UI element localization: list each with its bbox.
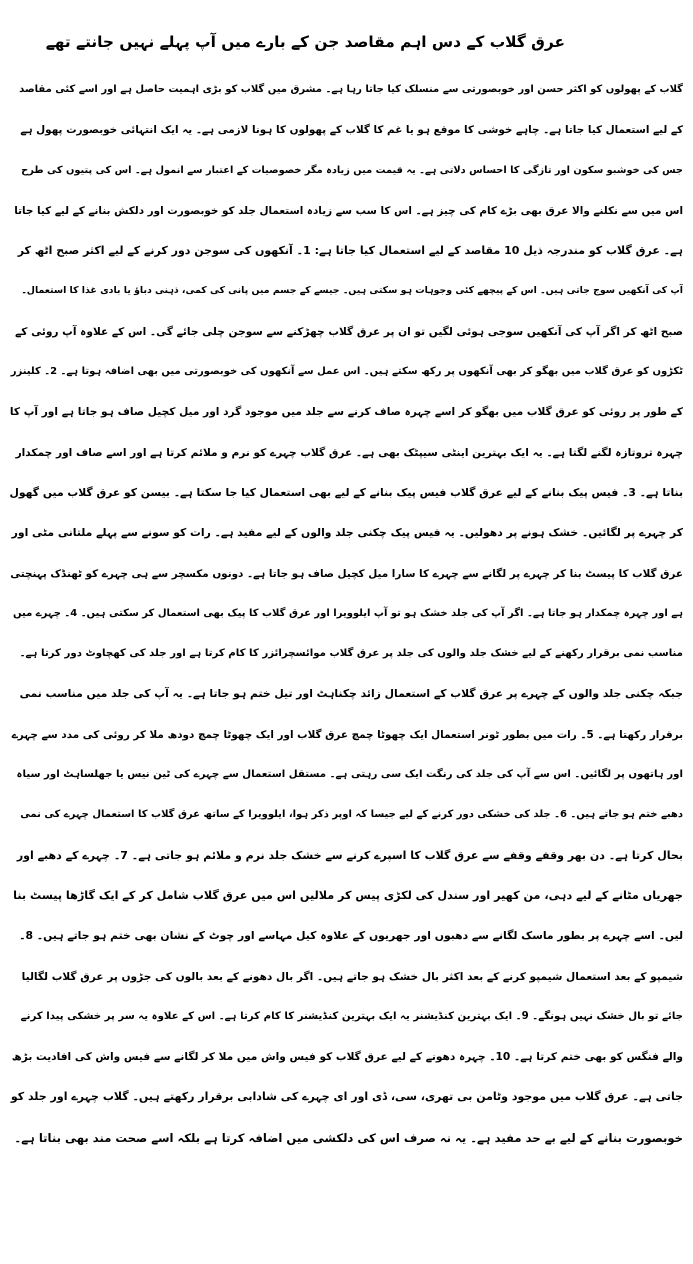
article-line: اور ہاتھوں پر لگائیں۔ اس سے آپ کی جلد کی رنگت ایک سی رہتی ہے۔ مستقل استعمال سے چہرے کی ٹین نیس یا جھلساہٹ اور سیاہ: [16, 769, 683, 781]
article-line: مناسب نمی برقرار رکھنے کے لیے خشک جلد والوں کی جلد پر عرق گلاب موائسچرائزر کا کام کرتا ہے اور جلد کی کھچاوٹ دور کرتا ہے۔: [19, 648, 683, 660]
article-title: عرق گلاب کے دس اہم مقاصد جن کے بارے میں آپ پہلے نہیں جانتے تھے: [45, 33, 565, 51]
article-line: جائے تو بال خشک نہیں ہونگے۔ 9۔ ایک بہترین کنڈیشنر یہ ایک بہترین کنڈیشنر کا کام کرتا ہے۔ اس کے علاوہ یہ سر پر خشکی پیدا کرنے: [20, 1010, 683, 1022]
article-line: برقرار رکھتا ہے۔ 5۔ رات میں بطور ٹونر استعمال ایک چھوٹا چمچ عرق گلاب اور ایک چھوٹا چمچ دودھ ملا کر روئی کی مدد سے چہرے: [11, 728, 683, 741]
article-line: چہرہ تروتازہ لگنے لگتا ہے۔ یہ ایک بہترین اینٹی سیپٹک بھی ہے۔ عرق گلاب چہرے کو نرم و ملائم کرتا ہے اور اسے صاف اور چمکدار: [15, 446, 683, 459]
article-line: آپ کی آنکھیں سوج جاتی ہیں۔ اس کے پیچھے کئی وجوہات ہو سکتی ہیں۔ جیسے کے جسم میں پانی کی کمی، ذہنی دباؤ یا بادی غذا کا استعمال۔: [21, 285, 683, 297]
article-line: کر چہرے پر لگائیں۔ خشک ہونے پر دھولیں۔ یہ فیس پیک چکنی جلد والوں کے لیے مفید ہے۔ رات کو سونے سے پہلے ملتانی مٹی اور: [11, 526, 683, 540]
article-line: جھریاں مٹانے کے لیے دہی، من کھیر اور سندل کی لکڑی پیس کر ملالیں اس میں عرق گلاب شامل کر کے ایک گاڑھا پیسٹ بنا: [13, 888, 683, 902]
article-body: [10, 70, 683, 1158]
article-line: کے طور پر روئی کو عرق گلاب میں بھگو کر اسے چہرہ صاف کرنے سے جلد میں موجود گرد اور میل کچیل صاف ہو جاتا ہے اور آپ کا: [10, 406, 683, 419]
article-line: بناتا ہے۔ 3۔ فیس پیک بنانے کے لیے عرق گلاب فیس پیک بنانے کے لیے بھی استعمال کیا جا سکتا ہے۔ بیسن کو عرق گلاب میں گھول: [10, 485, 683, 499]
article-line: شیمپو کے بعد استعمال شیمپو کرنے کے بعد اکثر بال خشک ہو جاتے ہیں۔ اگر بال دھونے کے بعد بالوں کی جڑوں پر عرق گلاب لگالیا: [21, 970, 683, 983]
article-line: گلاب کے پھولوں کو اکثر حسن اور خوبصورتی سے منسلک کیا جاتا رہا ہے۔ مشرق میں گلاب کو بڑی اہمیت حاصل ہے اور اسے کئی مقاصد: [19, 84, 683, 95]
article-line: اس میں سے نکلنے والا عرق بھی بڑے کام کی چیز ہے۔ اس کا سب سے زیادہ استعمال جلد کو خوبصورت اور دلکش بنانے کے لیے کیا جاتا: [14, 204, 683, 217]
article-line: خوبصورت بنانے کے لیے بے حد مفید ہے۔ یہ نہ صرف اس کی دلکشی میں اضافہ کرتا ہے بلکہ اسے صحت مند بھی بناتا ہے۔: [14, 1130, 683, 1145]
article-line: والے فنگس کو بھی ختم کرتا ہے۔ 10۔ چہرہ دھونے کے لیے عرق گلاب کو فیس واش میں ملا کر لگانے سے فیس واش کی افادیت بڑھ: [11, 1051, 683, 1064]
article-line: ٹکڑوں کو عرق گلاب میں بھگو کر بھی آنکھوں پر رکھ سکتے ہیں۔ اس عمل سے آنکھوں کی خوبصورتی میں بھی اضافہ ہوتا ہے۔ 2۔ کلینزر: [10, 366, 683, 378]
article-line: ہے اور چہرہ چمکدار ہو جاتا ہے۔ اگر آپ کی جلد خشک ہو تو آپ ایلوویرا اور عرق گلاب کا پیک بھی استعمال کر سکتی ہیں۔ 4۔ چہرے میں: [13, 607, 683, 619]
article-line: صبح اٹھ کر اگر آپ کی آنکھیں سوجی ہوئی لگیں تو ان پر عرق گلاب چھڑکنے سے سوجن چلی جائے گی۔ اس کے علاوہ آپ روئی کے: [15, 325, 683, 338]
article-line: جبکہ چکنی جلد والوں کے چہرے پر عرق گلاب کے استعمال زائد چکناہٹ اور تیل ختم ہو جاتا ہے۔ یہ آپ کی جلد میں مناسب نمی: [19, 687, 683, 701]
article-line: عرق گلاب کا پیسٹ بنا کر چہرے پر لگانے سے چہرے کا سارا میل کچیل صاف ہو جاتا ہے۔ دونوں مکسچر سے ہی چہرے کو ٹھنڈک پہنچتی: [10, 567, 683, 580]
article-line: بحال کرتا ہے۔ دن بھر وقفے وقفے سے عرق گلاب کا اسپرے کرنے سے خشک جلد نرم و ملائم ہو جاتی ہے۔ 7۔ چہرے کے دھبے اور: [16, 848, 683, 862]
article-line: جاتی ہے۔ عرق گلاب میں موجود وٹامن بی تھری، سی، ڈی اور ای چہرے کی شادابی برقرار رکھتے ہیں۔ گلاب چہرے اور جلد کو: [10, 1090, 683, 1104]
article-line: جس کی خوشبو سکون اور تازگی کا احساس دلاتی ہے۔ یہ قیمت میں زیادہ مگر خصوصیات کے اعتبار سے انمول ہے۔ اس کی پتیوں کی طرح: [21, 164, 683, 176]
article-line: دھبے ختم ہو جاتے ہیں۔ 6۔ جلد کی خشکی دور کرنے کے لیے جیسا کہ اوپر ذکر ہوا، ایلوویرا کے ساتھ عرق گلاب کا استعمال چہرے کی نمی: [20, 809, 683, 821]
article-line: ہے۔ عرق گلاب کو مندرجہ ذیل 10 مقاصد کے لیے استعمال کیا جاتا ہے: 1۔ آنکھوں کی سوجن دور کرنے کے لیے اکثر صبح اٹھ کر: [17, 244, 683, 258]
article-line: لیں۔ اسے چہرے پر بطور ماسک لگانے سے دھبوں اور جھریوں کے علاوہ کیل مہاسے اور چوٹ کے نشان بھی ختم ہو جاتے ہیں۔ 8۔: [19, 929, 683, 943]
article-line: کے لیے استعمال کیا جاتا ہے۔ چاہے خوشی کا موقع ہو یا غم کا گلاب کے پھولوں کا ہونا لازمی ہے۔ یہ ایک انتہائی خوبصورت پھول ہے: [20, 124, 683, 137]
